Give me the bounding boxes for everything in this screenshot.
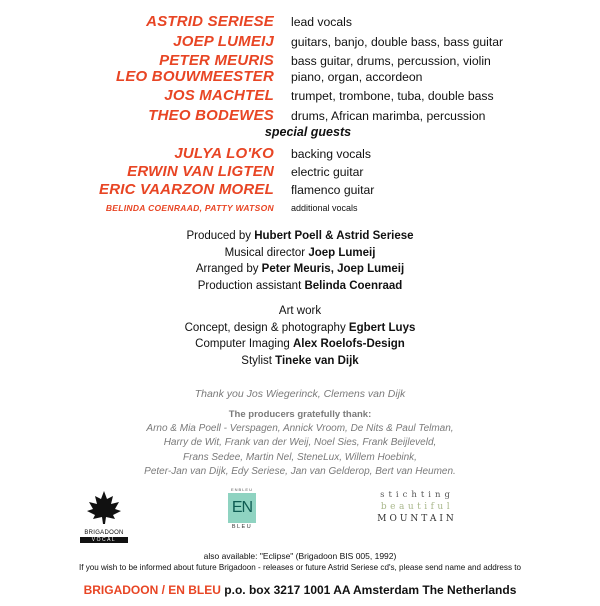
credit-label: Concept, design & photography: [184, 321, 346, 334]
guest-name: ERIC VAARZON MOREL: [99, 181, 274, 198]
logo-text: VOCAL: [80, 537, 128, 543]
logo-text: ENBLEU: [230, 487, 253, 492]
postal-address: p.o. box 3217 1001 AA Amsterdam The Netherlands: [224, 583, 517, 597]
guest-name: ERWIN VAN LIGTEN: [127, 163, 274, 180]
credit-line: [0, 278, 600, 295]
thank-you-line: Thank you Jos Wiegerinck, Clemens van Dijk: [194, 388, 406, 400]
credit-value: Egbert Luys: [348, 321, 416, 334]
musician-role: bass guitar, drums, percussion, violin: [291, 54, 491, 68]
logo-text: stichting: [380, 490, 454, 500]
producers-thanks: [0, 408, 600, 479]
musician-role: lead vocals: [291, 15, 352, 29]
credit-value: Tineke van Dijk: [275, 354, 359, 367]
inform-text: If you wish to be informed about future Brigadoon - releases or future Astrid Seriese cd's, please send name and address to: [78, 563, 521, 572]
artwork-credits: [0, 303, 600, 369]
credit-label: Production assistant: [197, 279, 302, 292]
credit-line: [0, 353, 600, 370]
en-mark: EN: [228, 493, 256, 523]
credit-value: Joep Lumeij: [308, 246, 376, 259]
credit-label: Arranged by: [195, 263, 259, 275]
credit-line: [0, 228, 600, 245]
en-bleu-logo: [227, 487, 257, 535]
musician-role: trumpet, trombone, tuba, double bass: [291, 89, 494, 103]
musician-name: JOS MACHTEL: [164, 87, 274, 104]
thanks-names-line: Frans Sedee, Martin Nel, SteneLux, Willem Hoebink,: [183, 451, 417, 463]
guest-role: flamenco guitar: [291, 183, 375, 197]
special-guests-heading: special guests: [264, 125, 352, 139]
credit-line: [0, 336, 600, 353]
maple-leaf-icon: [80, 489, 128, 525]
producers-thanks-heading: The producers gratefully thank:: [228, 409, 372, 420]
guest-name: JULYA LO'KO: [174, 145, 274, 162]
guest-row: [0, 145, 600, 165]
musician-role: drums, African marimba, percussion: [291, 108, 486, 123]
credit-value: Hubert Poell & Astrid Seriese: [254, 230, 414, 242]
also-available: also available: "Eclipse" (Brigadoon BIS 005, 1992): [203, 551, 397, 561]
logo-text: BRIGADOON: [84, 530, 124, 536]
logo-text: MOUNTAIN: [377, 514, 457, 524]
production-credits: [0, 228, 600, 294]
musician-name: THEO BODEWES: [148, 106, 274, 124]
musician-name: PETER MEURIS: [159, 52, 274, 69]
brand-name: BRIGADOON / EN BLEU: [83, 583, 221, 597]
credit-line: [0, 261, 600, 278]
musician-row: [0, 13, 600, 33]
beautiful-mountain-logo: [351, 490, 483, 530]
credit-label: Computer Imaging: [195, 338, 290, 350]
musician-role: piano, organ, accordeon: [291, 69, 423, 84]
guest-role: electric guitar: [291, 165, 364, 179]
musician-row: [0, 87, 600, 107]
credit-line: [0, 320, 600, 337]
credit-value: Belinda Coenraad: [304, 279, 403, 292]
guest-role: additional vocals: [291, 203, 358, 213]
brigadoon-vocal-logo: [80, 489, 128, 543]
guest-row: [0, 163, 600, 183]
musician-row: [0, 107, 600, 127]
credit-value: Alex Roelofs-Design: [292, 338, 405, 350]
musician-role: guitars, banjo, double bass, bass guitar: [291, 34, 504, 49]
credit-label: Musical director: [224, 246, 306, 259]
credit-line: [0, 245, 600, 262]
credit-label: Produced by: [186, 230, 252, 242]
credit-value: Peter Meuris, Joep Lumeij: [261, 263, 405, 275]
guest-row: [0, 199, 600, 219]
musician-row: [0, 68, 600, 88]
thanks-names-line: Harry de Wit, Frank van der Weij, Noel Sies, Frank Beijleveld,: [163, 437, 437, 449]
musician-name: JOEP LUMEIJ: [173, 32, 274, 50]
guest-role: backing vocals: [291, 147, 371, 161]
logo-text: beautiful: [380, 502, 454, 512]
guest-name: BELINDA COENRAAD, PATTY WATSON: [105, 203, 274, 213]
contact-line: [0, 583, 600, 597]
musician-name: ASTRID SERIESE: [146, 13, 274, 30]
credit-label: Stylist: [241, 354, 272, 367]
musician-row: [0, 33, 600, 53]
artwork-heading: Art work: [278, 305, 322, 317]
guest-row: [0, 181, 600, 201]
thanks-names-line: Arno & Mia Poell - Verspagen, Annick Vroom, De Nits & Paul Telman,: [146, 423, 454, 435]
musician-name: LEO BOUWMEESTER: [115, 67, 274, 85]
logo-text: BLEU: [231, 524, 253, 530]
thanks-names-line: Peter-Jan van Dijk, Edy Seriese, Jan van Gelderop, Bert van Heumen.: [144, 465, 456, 477]
